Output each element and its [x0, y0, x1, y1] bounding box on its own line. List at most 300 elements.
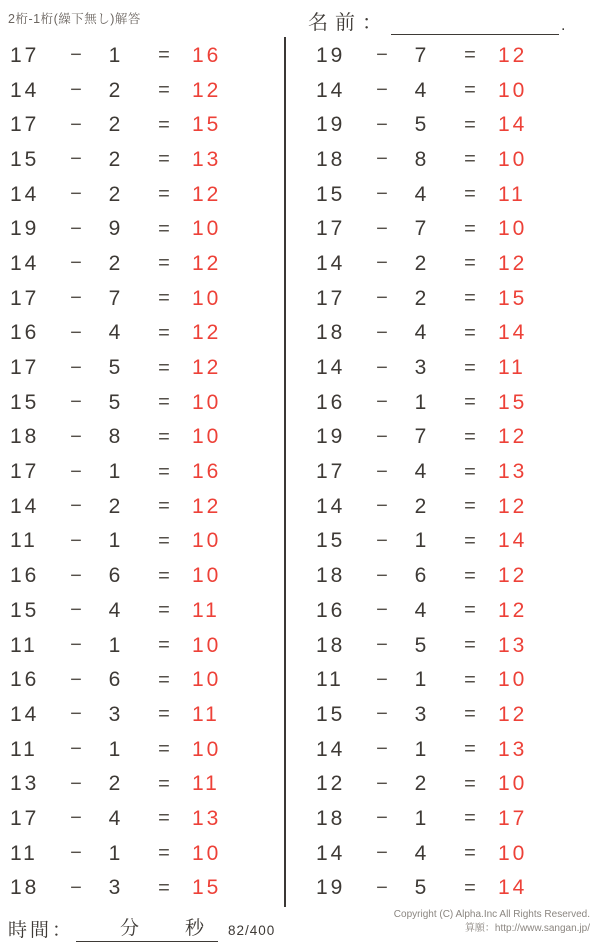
equals-sign: =: [464, 217, 476, 240]
subtrahend: 4: [108, 321, 124, 345]
page-indicator: 82/400: [228, 923, 276, 938]
equals-sign: =: [464, 113, 476, 136]
answer: 12: [192, 494, 222, 518]
answer: 12: [498, 564, 528, 588]
problem-row: [10, 420, 250, 455]
problem-row: [10, 593, 250, 628]
subtrahend: 2: [414, 772, 430, 796]
minus-sign: −: [70, 391, 82, 414]
minus-sign: −: [70, 495, 82, 518]
minuend: 18: [316, 321, 346, 345]
subtrahend: 7: [108, 286, 124, 310]
minus-sign: −: [70, 842, 82, 865]
minuend: 12: [316, 772, 346, 796]
minus-sign: −: [376, 113, 388, 136]
minuend: 15: [316, 702, 346, 726]
minuend: 14: [316, 78, 346, 102]
minuend: 14: [10, 494, 40, 518]
answer: 13: [498, 460, 528, 484]
copyright-block: [394, 908, 590, 935]
minus-sign: −: [70, 183, 82, 206]
equals-sign: =: [158, 79, 170, 102]
problem-row: [10, 836, 250, 871]
minus-sign: −: [376, 425, 388, 448]
minus-sign: −: [376, 564, 388, 587]
subtrahend: 7: [414, 43, 430, 67]
subtrahend: 3: [108, 702, 124, 726]
answer: 12: [498, 494, 528, 518]
equals-sign: =: [464, 599, 476, 622]
minuend: 16: [10, 564, 40, 588]
equals-sign: =: [158, 634, 170, 657]
subtrahend: 4: [414, 78, 430, 102]
page-title: 2桁-1桁(繰下無し)解答: [8, 12, 141, 26]
subtrahend: 2: [108, 182, 124, 206]
subtrahend: 6: [414, 564, 430, 588]
minuend: 15: [316, 182, 346, 206]
subtrahend: 1: [108, 633, 124, 657]
answer: 10: [192, 737, 222, 761]
answer: 10: [192, 529, 222, 553]
minuend: 18: [316, 564, 346, 588]
problem-row: [316, 593, 556, 628]
problem-row: [316, 558, 556, 593]
subtrahend: 4: [414, 841, 430, 865]
name-field-block: [308, 6, 565, 35]
minuend: 19: [316, 43, 346, 67]
answer: 10: [498, 147, 528, 171]
minus-sign: −: [376, 772, 388, 795]
minuend: 14: [10, 182, 40, 206]
subtrahend: 2: [108, 251, 124, 275]
equals-sign: =: [464, 876, 476, 899]
answer: 11: [192, 598, 220, 622]
problem-row: [10, 662, 250, 697]
problem-row: [316, 246, 556, 281]
equals-sign: =: [158, 599, 170, 622]
minuend: 11: [10, 737, 38, 761]
answer: 16: [192, 460, 222, 484]
equals-sign: =: [158, 529, 170, 552]
equals-sign: =: [158, 876, 170, 899]
minus-sign: −: [376, 495, 388, 518]
answer: 12: [192, 321, 222, 345]
subtrahend: 1: [108, 43, 124, 67]
subtrahend: 6: [108, 564, 124, 588]
minus-sign: −: [70, 113, 82, 136]
answer: 14: [498, 529, 528, 553]
minus-sign: −: [70, 79, 82, 102]
subtrahend: 2: [108, 113, 124, 137]
equals-sign: =: [464, 79, 476, 102]
copyright-line1: Copyright (C) Alpha.Inc All Rights Reserved.: [393, 909, 590, 920]
subtrahend: 7: [414, 425, 430, 449]
minus-sign: −: [376, 356, 388, 379]
equals-sign: =: [158, 321, 170, 344]
minuend: 17: [10, 356, 40, 380]
answer: 14: [498, 876, 528, 900]
seconds-label: 秒: [185, 918, 205, 939]
problem-row: [10, 697, 250, 732]
problem-row: [316, 836, 556, 871]
minus-sign: −: [70, 217, 82, 240]
equals-sign: =: [464, 460, 476, 483]
answer: 12: [498, 43, 528, 67]
equals-sign: =: [158, 425, 170, 448]
minus-sign: −: [70, 876, 82, 899]
minus-sign: −: [70, 772, 82, 795]
equals-sign: =: [464, 842, 476, 865]
subtrahend: 2: [108, 147, 124, 171]
answer: 12: [192, 78, 222, 102]
answer: 10: [192, 425, 222, 449]
minuend: 19: [10, 217, 40, 241]
minus-sign: −: [376, 183, 388, 206]
minus-sign: −: [70, 668, 82, 691]
equals-sign: =: [464, 287, 476, 310]
name-blank-line: [391, 10, 559, 35]
problem-row: [10, 316, 250, 351]
equals-sign: =: [464, 252, 476, 275]
minus-sign: −: [70, 460, 82, 483]
problem-row: [10, 871, 250, 906]
subtrahend: 2: [108, 78, 124, 102]
problem-row: [10, 107, 250, 142]
subtrahend: 4: [108, 806, 124, 830]
subtrahend: 2: [108, 772, 124, 796]
subtrahend: 2: [414, 251, 430, 275]
answer: 14: [498, 321, 528, 345]
time-label: 時間：: [8, 920, 75, 941]
problem-row: [10, 142, 250, 177]
subtrahend: 8: [108, 425, 124, 449]
name-label: 名前：: [308, 12, 389, 34]
minuend: 15: [10, 598, 40, 622]
minutes-label: 分: [120, 918, 140, 939]
minuend: 14: [316, 356, 346, 380]
problem-row: [316, 732, 556, 767]
minuend: 18: [316, 633, 346, 657]
equals-sign: =: [158, 842, 170, 865]
problem-row: [10, 385, 250, 420]
minus-sign: −: [376, 321, 388, 344]
problem-row: [10, 524, 250, 559]
minuend: 17: [316, 460, 346, 484]
subtrahend: 1: [108, 737, 124, 761]
problem-row: [10, 73, 250, 108]
problem-row: [10, 211, 250, 246]
equals-sign: =: [464, 529, 476, 552]
problem-row: [10, 801, 250, 836]
subtrahend: 5: [414, 876, 430, 900]
equals-sign: =: [158, 495, 170, 518]
minuend: 14: [316, 737, 346, 761]
minus-sign: −: [376, 599, 388, 622]
problem-row: [316, 281, 556, 316]
problem-row: [316, 142, 556, 177]
equals-sign: =: [158, 148, 170, 171]
minuend: 19: [316, 113, 346, 137]
equals-sign: =: [158, 668, 170, 691]
subtrahend: 7: [414, 217, 430, 241]
answer: 15: [192, 876, 222, 900]
minus-sign: −: [70, 738, 82, 761]
minus-sign: −: [70, 425, 82, 448]
equals-sign: =: [464, 495, 476, 518]
problem-row: [316, 107, 556, 142]
answer: 10: [192, 633, 222, 657]
minuend: 11: [316, 668, 344, 692]
equals-sign: =: [158, 391, 170, 414]
minus-sign: −: [376, 79, 388, 102]
minuend: 16: [10, 668, 40, 692]
minus-sign: −: [70, 564, 82, 587]
subtrahend: 5: [414, 113, 430, 137]
equals-sign: =: [158, 564, 170, 587]
equals-sign: =: [464, 148, 476, 171]
problem-row: [10, 732, 250, 767]
minuend: 11: [10, 529, 38, 553]
answer: 11: [498, 182, 526, 206]
minus-sign: −: [70, 44, 82, 67]
minus-sign: −: [376, 807, 388, 830]
answer: 10: [498, 78, 528, 102]
equals-sign: =: [158, 252, 170, 275]
problem-row: [316, 662, 556, 697]
answer: 10: [192, 390, 222, 414]
answer: 12: [192, 356, 222, 380]
problems-column-left: [10, 38, 250, 905]
minuend: 15: [10, 390, 40, 414]
answer: 15: [192, 113, 222, 137]
subtrahend: 2: [108, 494, 124, 518]
answer: 13: [498, 737, 528, 761]
time-blank-line: [76, 913, 218, 942]
minuend: 19: [316, 876, 346, 900]
subtrahend: 6: [108, 668, 124, 692]
subtrahend: 3: [108, 876, 124, 900]
subtrahend: 5: [108, 390, 124, 414]
minus-sign: −: [376, 460, 388, 483]
subtrahend: 4: [414, 460, 430, 484]
subtrahend: 5: [414, 633, 430, 657]
minuend: 17: [10, 43, 40, 67]
problem-row: [316, 385, 556, 420]
problem-row: [316, 38, 556, 73]
minus-sign: −: [70, 703, 82, 726]
problem-row: [10, 38, 250, 73]
minuend: 14: [10, 702, 40, 726]
answer: 13: [192, 806, 222, 830]
minuend: 18: [10, 425, 40, 449]
equals-sign: =: [158, 217, 170, 240]
minus-sign: −: [376, 738, 388, 761]
answer: 10: [192, 841, 222, 865]
problem-row: [316, 801, 556, 836]
equals-sign: =: [158, 738, 170, 761]
answer: 10: [192, 217, 222, 241]
answer: 10: [498, 217, 528, 241]
answer: 12: [498, 702, 528, 726]
minuend: 14: [316, 251, 346, 275]
problems-column-right: [316, 38, 556, 905]
equals-sign: =: [158, 44, 170, 67]
subtrahend: 4: [108, 598, 124, 622]
answer: 10: [498, 668, 528, 692]
minuend: 16: [10, 321, 40, 345]
answer: 16: [192, 43, 222, 67]
time-field-block: [8, 913, 218, 942]
equals-sign: =: [464, 425, 476, 448]
answer: 12: [498, 251, 528, 275]
answer: 13: [192, 147, 222, 171]
problem-row: [316, 211, 556, 246]
subtrahend: 1: [108, 529, 124, 553]
minus-sign: −: [70, 287, 82, 310]
answer: 12: [498, 598, 528, 622]
subtrahend: 3: [414, 356, 430, 380]
minus-sign: −: [376, 148, 388, 171]
equals-sign: =: [464, 356, 476, 379]
problem-row: [10, 766, 250, 801]
minuend: 16: [316, 390, 346, 414]
minus-sign: −: [70, 252, 82, 275]
answer: 11: [192, 772, 220, 796]
subtrahend: 8: [414, 147, 430, 171]
minuend: 14: [316, 841, 346, 865]
minus-sign: −: [376, 217, 388, 240]
subtrahend: 1: [414, 737, 430, 761]
answer: 12: [498, 425, 528, 449]
equals-sign: =: [158, 772, 170, 795]
minuend: 17: [316, 286, 346, 310]
minus-sign: −: [376, 842, 388, 865]
equals-sign: =: [158, 287, 170, 310]
minus-sign: −: [70, 356, 82, 379]
subtrahend: 2: [414, 494, 430, 518]
minus-sign: −: [376, 529, 388, 552]
minuend: 14: [316, 494, 346, 518]
equals-sign: =: [158, 113, 170, 136]
minus-sign: −: [376, 252, 388, 275]
copyright-line2: 算願：http://www.sangan.jp/: [464, 922, 590, 934]
minuend: 18: [316, 806, 346, 830]
answer: 14: [498, 113, 528, 137]
minus-sign: −: [376, 44, 388, 67]
equals-sign: =: [158, 460, 170, 483]
equals-sign: =: [464, 634, 476, 657]
minuend: 15: [10, 147, 40, 171]
minuend: 17: [10, 113, 40, 137]
answer: 10: [192, 564, 222, 588]
problem-row: [316, 697, 556, 732]
subtrahend: 3: [414, 702, 430, 726]
minuend: 17: [10, 286, 40, 310]
answer: 12: [192, 182, 222, 206]
equals-sign: =: [464, 703, 476, 726]
subtrahend: 4: [414, 182, 430, 206]
minus-sign: −: [376, 634, 388, 657]
equals-sign: =: [464, 183, 476, 206]
answer: 13: [498, 633, 528, 657]
equals-sign: =: [158, 807, 170, 830]
answer: 15: [498, 390, 528, 414]
problem-row: [10, 558, 250, 593]
answer: 12: [192, 251, 222, 275]
problem-row: [316, 489, 556, 524]
problem-row: [10, 454, 250, 489]
minus-sign: −: [376, 668, 388, 691]
subtrahend: 1: [108, 460, 124, 484]
problem-row: [10, 246, 250, 281]
minus-sign: −: [70, 599, 82, 622]
answer: 11: [498, 356, 526, 380]
problem-row: [10, 628, 250, 663]
equals-sign: =: [464, 738, 476, 761]
problem-row: [316, 350, 556, 385]
minuend: 17: [10, 806, 40, 830]
problem-row: [316, 871, 556, 906]
equals-sign: =: [464, 44, 476, 67]
equals-sign: =: [464, 321, 476, 344]
equals-sign: =: [158, 183, 170, 206]
answer: 15: [498, 286, 528, 310]
problem-row: [10, 281, 250, 316]
equals-sign: =: [158, 703, 170, 726]
subtrahend: 9: [108, 217, 124, 241]
minus-sign: −: [376, 876, 388, 899]
column-divider: [284, 37, 286, 907]
minuend: 14: [10, 78, 40, 102]
minuend: 11: [10, 841, 38, 865]
equals-sign: =: [464, 668, 476, 691]
name-line-period: .: [561, 17, 566, 34]
minus-sign: −: [376, 391, 388, 414]
subtrahend: 1: [414, 390, 430, 414]
subtrahend: 4: [414, 321, 430, 345]
equals-sign: =: [158, 356, 170, 379]
answer: 10: [192, 668, 222, 692]
problem-row: [10, 350, 250, 385]
subtrahend: 4: [414, 598, 430, 622]
subtrahend: 1: [414, 529, 430, 553]
minuend: 18: [316, 147, 346, 171]
problem-row: [10, 177, 250, 212]
problem-row: [316, 454, 556, 489]
minuend: 13: [10, 772, 40, 796]
minus-sign: −: [70, 148, 82, 171]
subtrahend: 1: [414, 806, 430, 830]
subtrahend: 1: [108, 841, 124, 865]
problem-row: [316, 420, 556, 455]
minus-sign: −: [376, 703, 388, 726]
minus-sign: −: [70, 529, 82, 552]
minuend: 19: [316, 425, 346, 449]
equals-sign: =: [464, 772, 476, 795]
minuend: 15: [316, 529, 346, 553]
problem-row: [316, 316, 556, 351]
minuend: 14: [10, 251, 40, 275]
problem-row: [316, 524, 556, 559]
minuend: 17: [10, 460, 40, 484]
minuend: 11: [10, 633, 38, 657]
subtrahend: 5: [108, 356, 124, 380]
problem-row: [316, 628, 556, 663]
minus-sign: −: [70, 807, 82, 830]
minuend: 16: [316, 598, 346, 622]
equals-sign: =: [464, 807, 476, 830]
problem-row: [316, 177, 556, 212]
